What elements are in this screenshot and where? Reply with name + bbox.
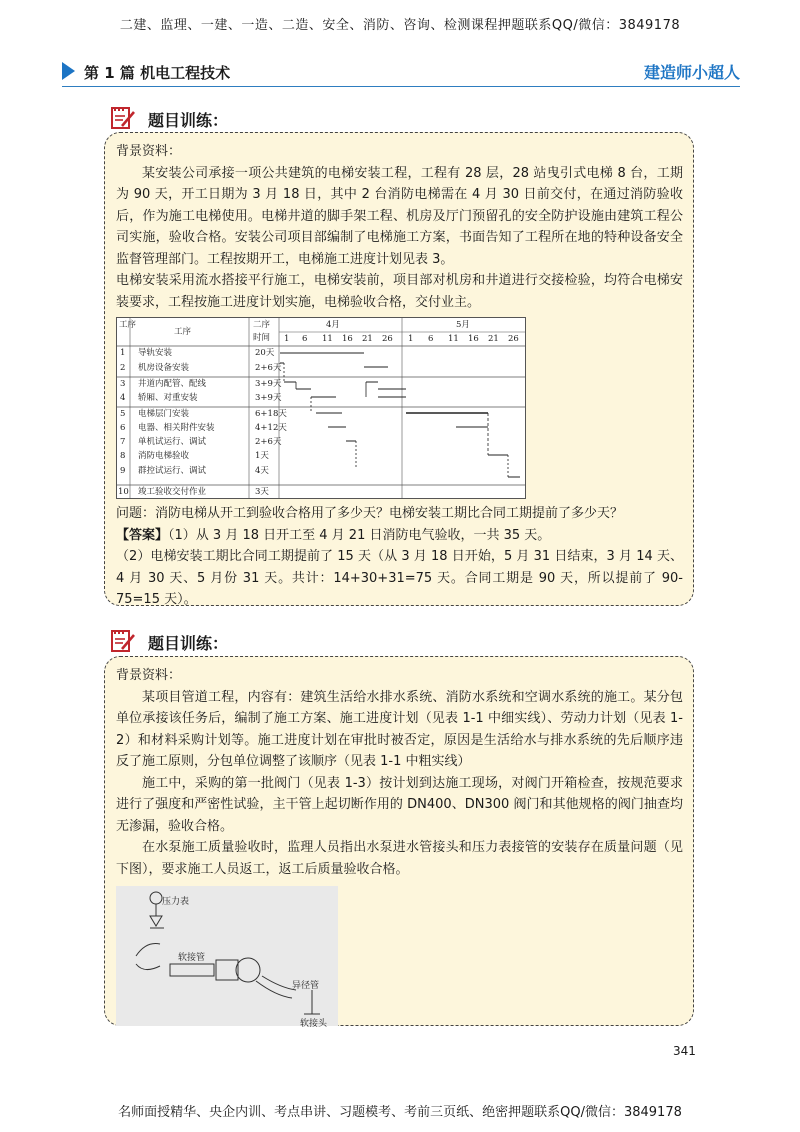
- answer-1: （1）从 3 月 18 日开工至 4 月 21 日消防电气验收，一共 35 天。: [168, 527, 551, 543]
- background-label: 背景资料：: [116, 668, 182, 683]
- header-arrow-icon: [62, 62, 75, 80]
- gantt-day: 1: [284, 334, 290, 344]
- section1-title: 题目训练：: [148, 111, 229, 130]
- gantt-header-seq: 工序: [119, 320, 137, 330]
- page-header: [62, 60, 740, 87]
- gantt-row-time: 1天: [255, 451, 269, 461]
- pump-inlet-figure: [116, 886, 338, 1029]
- label-flex-joint: 软接头: [300, 1019, 328, 1029]
- gantt-row-task: 竣工验收交付作业: [138, 487, 207, 497]
- answer-2: （2）电梯安装工期比合同工期提前了 15 天（从 3 月 18 日开始，5 月 31 日结束，3 月 14 天、4 月 30 天、5 月份 31 天。共计：14+30+31=75 天。合同工期是 90 天，所以提前了 90-75=15 天）。: [116, 549, 683, 607]
- gantt-day: 26: [382, 334, 393, 344]
- gantt-header-prefix: 二序: [253, 320, 271, 330]
- label-pressure-gauge: 压力表: [162, 897, 190, 907]
- section2-title: 题目训练：: [148, 634, 229, 653]
- gantt-day: 21: [362, 334, 373, 344]
- gantt-row-time: 3+9天: [255, 393, 282, 403]
- gantt-header-time: 时间: [253, 333, 271, 343]
- gantt-row-time: 2+6天: [255, 363, 282, 373]
- answer-tag: 【答案】: [116, 527, 169, 543]
- gantt-day: 26: [508, 334, 519, 344]
- gantt-row-time: 4+12天: [255, 423, 287, 433]
- gantt-row-no: 4: [120, 393, 126, 403]
- question-box-1: [104, 132, 694, 606]
- top-banner: 二建、监理、一建、一造、二造、安全、消防、咨询、检测课程押题联系QQ/微信：3849178: [119, 18, 681, 33]
- gantt-row-task: 电器、相关附件安装: [138, 423, 215, 433]
- gantt-row-no: 6: [120, 423, 126, 433]
- gantt-row-time: 20天: [255, 348, 275, 358]
- background-paragraph-1: 某安装公司承接一项公共建筑的电梯安装工程，工程有 28 层，28 站曳引式电梯 8 台，工期为 90 天，开工日期为 3 月 18 日，其中 2 台消防电梯需在 4 月 30 日前交付，在通过消防验收后，作为施工电梯使用。电梯井道的脚手架工程、机房及厅门预留孔的安全防护设施由建筑工程公司实施，验收合格。安装公司项目部编制了电梯施工方案，书面告知了工程所在地的特种设备安全监督管理部门。工程按期开工，电梯施工进度计划见表 3。: [116, 165, 683, 267]
- gantt-month-may: 5月: [456, 320, 470, 330]
- gantt-row-time: 2+6天: [255, 437, 282, 447]
- question-box-2: [104, 656, 694, 1029]
- gantt-row-no: 10: [118, 487, 129, 497]
- gantt-row-time: 3+9天: [255, 379, 282, 389]
- gantt-month-april: 4月: [326, 320, 340, 330]
- background-paragraph-2: 电梯安装采用流水搭接平行施工，电梯安装前，项目部对机房和井道进行交接检验，均符合电梯安装要求，工程按施工进度计划实施，电梯验收合格，交付业主。: [116, 273, 683, 310]
- question-text: 问题：消防电梯从开工到验收合格用了多少天？电梯安装工期比合同工期提前了多少天？: [116, 506, 624, 521]
- notepad-pen-icon: [110, 627, 136, 653]
- gantt-day: 16: [342, 334, 353, 344]
- gantt-row-task: 导轨安装: [138, 348, 173, 358]
- gantt-row-no: 9: [120, 466, 126, 476]
- gantt-day: 16: [468, 334, 479, 344]
- gantt-row-no: 8: [120, 451, 126, 461]
- gantt-day: 1: [408, 334, 414, 344]
- gantt-row-task: 消防电梯验收: [138, 451, 190, 461]
- gantt-day: 21: [488, 334, 499, 344]
- gantt-row-time: 6+18天: [255, 409, 287, 419]
- gantt-day: 6: [302, 334, 308, 344]
- chapter-title: 第 1 篇 机电工程技术: [84, 64, 231, 82]
- gantt-row-no: 2: [120, 363, 126, 373]
- label-pipe-joint: 软接管: [178, 953, 206, 963]
- label-reducer: 异径管: [292, 981, 320, 991]
- brand-name: 建造师小超人: [643, 63, 740, 82]
- notepad-pen-icon: [110, 104, 136, 130]
- elevator-schedule-gantt: [116, 317, 526, 499]
- gantt-row-no: 3: [120, 379, 126, 389]
- gantt-row-task: 井道内配管、配线: [138, 379, 207, 389]
- gantt-row-no: 1: [120, 348, 126, 358]
- page-number: 341: [673, 1044, 696, 1058]
- gantt-row-task: 单机试运行、调试: [138, 437, 207, 447]
- gantt-day: 11: [322, 334, 333, 344]
- gantt-row-no: 5: [120, 409, 126, 419]
- gantt-row-no: 7: [120, 437, 126, 447]
- gantt-row-time: 3天: [255, 487, 269, 497]
- bottom-banner: 名师面授精华、央企内训、考点串讲、习题模考、考前三页纸、绝密押题联系QQ/微信：3849178: [118, 1105, 682, 1120]
- background-paragraph-2: 施工中，采购的第一批阀门（见表 1-3）按计划到达施工现场，对阀门开箱检查，按规范要求进行了强度和严密性试验，主干管上起切断作用的 DN400、DN300 阀门和其他规格的阀门抽查均无渗漏，验收合格。: [116, 775, 683, 834]
- gantt-day: 11: [448, 334, 459, 344]
- gantt-row-task: 机房设备安装: [138, 363, 190, 373]
- gantt-day: 6: [428, 334, 434, 344]
- background-paragraph-3: 在水泵施工质量验收时，监理人员指出水泵进水管接头和压力表接管的安装存在质量问题（见下图），要求施工人员返工，返工后质量验收合格。: [116, 840, 683, 877]
- gantt-row-time: 4天: [255, 466, 269, 476]
- background-label: 背景资料：: [116, 144, 182, 159]
- gantt-row-task: 电梯层门安装: [138, 409, 190, 419]
- gantt-row-task: 轿厢、对重安装: [138, 393, 198, 403]
- pump-piping-drawing: [116, 886, 338, 1026]
- background-paragraph-1: 某项目管道工程，内容有：建筑生活给水排水系统、消防水系统和空调水系统的施工。某分包单位承接该任务后，编制了施工方案、施工进度计划（见表 1-1 中细实线）、劳动力计划（见表 1-2）和材料采购计划等。施工进度计划在审批时被否定，原因是生活给水与排水系统的先后顺序违反了施工原则，分包单位调整了该顺序（见表 1-1 中粗实线）: [116, 689, 683, 769]
- gantt-row-task: 群控试运行、调试: [138, 466, 207, 476]
- gantt-header-task: 工序: [174, 327, 192, 337]
